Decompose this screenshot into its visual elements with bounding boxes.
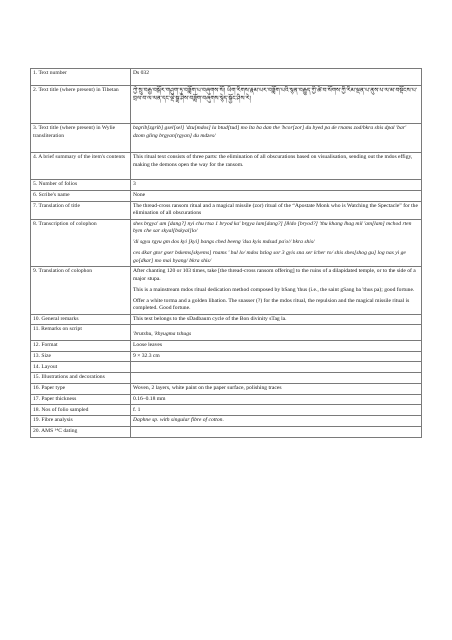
table-row [31,340,422,351]
field-label-illustrations: 15. Illustrations and decorations [31,373,131,384]
translation-paragraph: After chanting 120 or 103 times, take [the thread-cross ransom offering] to the ruins of a dilapidated temple, or to the side of a major stupa. [133,268,416,282]
field-label-summary: 4. A brief summary of the item's contents [31,153,131,180]
field-label-size: 13. Size [31,351,131,362]
field-value-ams-dating [131,426,422,437]
field-label-scribe: 6. Scribe's name [31,190,131,201]
field-label-paper-type: 16. Paper type [31,383,131,394]
table-row [31,394,422,405]
catalogue-record-table [30,68,422,438]
field-label-wylie-title: 3. Text title (where present) in Wylie transliteration [31,124,131,153]
table-row [31,362,422,373]
table-row [31,373,422,384]
field-value-folios: 3 [131,180,422,191]
field-label-fibre-analysis: 19. Fibre analysis [31,416,131,427]
field-value-paper-type: Woven, 2 layers, white paint on the paper surface, polishing traces [131,383,422,394]
table-row [31,86,422,124]
field-value-wylie-title: bzgrib[zgrib] gsel[sel] 'dzu[mdos] la btud[tud] mo lta ba dan the 'bcor[zor] du byed pa de rnams zod/bkra shis dpal 'bar' dzom gling brgyan[rgyan] du mdzes/ [131,124,422,153]
field-value-colophon-translation [131,267,422,314]
colophon-paragraph: shes brgya' am [dang?] nyi chu rtsa 1 bryod ka' brgya lam[dang?] [8/do [bryod?] 'thu khang lhag mil 'am[lam] mchod rten bym che sar skyal[bskyal]lo/ [133,220,412,235]
table-row [31,69,422,86]
table-row [31,190,422,201]
table-row [31,201,422,219]
field-value-tibetan-title: ཀྱེ་སྲུ་བརྒྱ་བསྐོར་གཤུག་ཏུ་བཟློག་པ་བཞུགས་སོ། ཡིག་རིགས་རྣམ་པར་བཟློག་པའི་སྙན་བརྒྱུད་ཀྱི་ཚེ་བ་སོགས་ཀྱི་རིམ་ལྡན་པ་ནུས་པ་ལ་མ་བསྡོངས་པ་བྲལ་བ་ལ་ལན་དང་ལྡེ་སྒྲ་ཤིས་བཟློག་བཞུགས་སྙེད་སྐྱོང་ཤིས་རེ། [131,86,422,124]
field-label-text-number: 1. Text number [31,69,131,86]
field-label-format: 12. Format [31,340,131,351]
table-row [31,219,422,266]
table-row [31,153,422,180]
field-value-script-remarks: 'brutshu, 'khyugma tshugs [131,325,422,341]
field-value-summary: This ritual text consists of three parts: the elimination of all obscurations based on visualisation, sending out the mdos effigy, making the demons open the way for the ransom. [131,153,422,180]
field-label-folios: 5. Number of folios [31,180,131,191]
field-label-script-remarks: 11. Remarks on script [31,325,131,341]
field-label-general-remarks: 10. General remarks [31,314,131,325]
field-label-paper-thickness: 17. Paper thickness [31,394,131,405]
field-label-colophon-transcription: 8. Transcription of colophon [31,219,131,266]
table-row [31,426,422,437]
table-row [31,124,422,153]
field-value-illustrations [131,373,422,384]
field-value-layout [131,362,422,373]
colophon-paragraph: 'di sgyu rgyu gm dos kyi [kyi] bangs ched beeng 'dsa kyis mdsad pa'o// bkra shis/ [133,239,315,246]
field-label-title-translation: 7. Translation of title [31,201,131,219]
table-row [31,416,422,427]
field-value-title-translation: The thread-cross ransom ritual and a magical missile (zor) ritual of the “Apostate Monk who is Watching the Spectacle” for the elimination of all obscurations [131,201,422,219]
colophon-paragraph: ces dkar gtor gser bskems[skyems] rnams ' bul lo/ mdos bzlog sor 3 gyis sna ser lcher ro/ shis shes[shog gu] log nas yi ge go[dkar] mo mai byang/ bkra shis/ [133,250,406,264]
table-row [31,351,422,362]
field-value-paper-thickness: 0.16–0.18 mm [131,394,422,405]
translation-paragraph: This is a mainstream mdos ritual dedication method composed by bSang 'thus (i.e., the saint gSang ba 'thus pa); good fortune. [133,286,415,293]
table-row [31,325,422,341]
field-label-folio-sampled: 18. Nos of folio sampled [31,405,131,416]
field-value-format: Loose leaves [131,340,422,351]
table-row [31,405,422,416]
field-value-size: 9 × 32.3 cm [131,351,422,362]
field-label-tibetan-title: 2. Text title (where present) in Tibetan [31,86,131,124]
field-value-colophon-transcription [131,219,422,266]
field-label-ams-dating: 20. AMS ¹⁴C dating [31,426,131,437]
field-value-folio-sampled: f. 1 [131,405,422,416]
field-value-text-number: Ds 032 [131,69,422,86]
field-value-fibre-analysis: Daphne sp. with singular fibre of cotton. [131,416,422,427]
table-row [31,383,422,394]
table-row [31,314,422,325]
field-value-general-remarks: This text belongs to the sDadbaum cycle of the Bon divinity sTag la. [131,314,422,325]
table-row [31,180,422,191]
field-label-colophon-translation: 9. Translation of colophon [31,267,131,314]
field-value-scribe: None [131,190,422,201]
table-row [31,267,422,314]
translation-paragraph: Offer a white torma and a golden libation. The snasser (?) for the mdos ritual, the repulsion and the magical missile ritual is completed. Good fortune. [133,297,410,311]
field-label-layout: 14. Layout [31,362,131,373]
